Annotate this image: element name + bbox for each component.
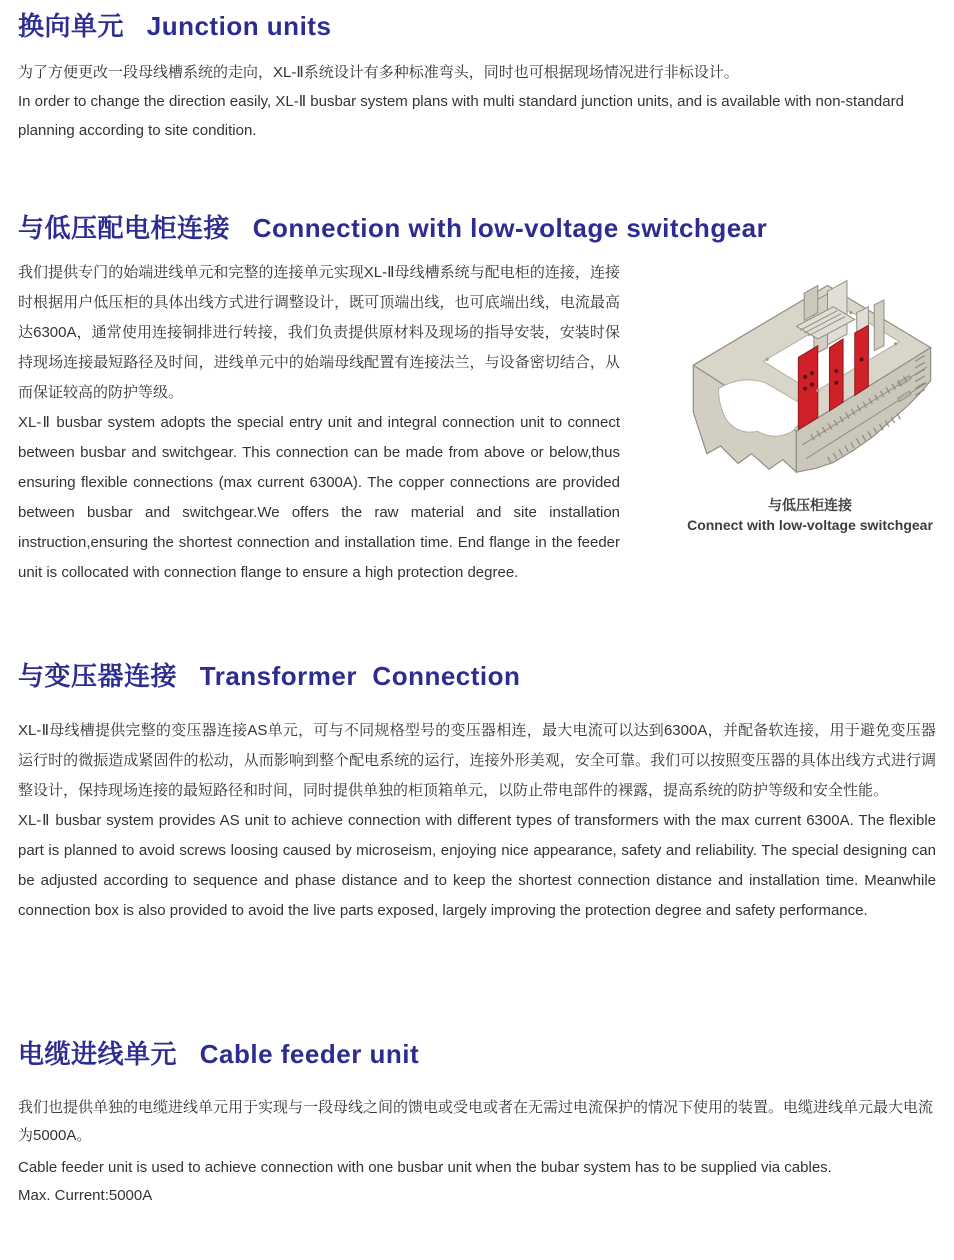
paragraph-chinese: 为了方便更改一段母线槽系统的走向，XL-Ⅱ系统设计有多种标准弯头，同时也可根据现场情况进行非标设计。 [18,64,739,81]
switchgear-figure [664,264,954,535]
paragraph-chinese: 我们也提供单独的电缆进线单元用于实现与一段母线之间的馈电或受电或者在无需过电流保护的情况下使用的装置。电缆进线单元最大电流为5000A。 [18,1099,934,1144]
paragraph-english: Cable feeder unit is used to achieve connection with one busbar unit when the bubar system has to be supplied via cables. [18,1159,832,1176]
paragraph-english: XL-Ⅱ busbar system adopts the special entry unit and integral connection unit to connect between busbar and switchgear. This connection can be made from above or below,thus ensuring flexible connections (max current 6300A). The copper connections are provided between busbar and switchgear.We offers the raw material and site installation instruction,ensuring the shortest connection and installation time. End flange in the feeder unit is collocated with connection flange to ensure a high protection degree. [18,414,620,581]
figure-caption [664,495,954,535]
switchgear-cabinet-illustration [679,264,941,480]
section-title-en: Cable feeder unit [199,1039,420,1069]
section-title-cable [18,1038,936,1070]
section-title-junction [18,10,936,42]
section-title-zh: 与变压器连接 [18,661,178,691]
figure-caption-en: Connect with low-voltage switchgear [687,517,933,533]
section-title-en: Connection with low-voltage switchgear [252,213,768,243]
section-junction-units [18,10,936,145]
section-title-zh: 与低压配电柜连接 [18,213,231,243]
section-title-transformer [18,660,936,692]
paragraph-chinese: 我们提供专门的始端进线单元和完整的连接单元实现XL-Ⅱ母线槽系统与配电柜的连接，连接时根据用户低压柜的具体出线方式进行调整设计，既可顶端出线，也可底端出线，电流最高达6300A，通常使用连接铜排进行转接，我们负责提供原材料及现场的指导安装，安装时保持现场连接最短路径及时间，进线单元中的始端母线配置有连接法兰，与设备密切结合，从而保证较高的防护等级。 [18,264,620,401]
paragraph-english: In order to change the direction easily, XL-Ⅱ busbar system plans with multi standard junction units, and is available with non-standard planning according to site condition. [18,93,904,139]
paragraph-chinese: XL-Ⅱ母线槽提供完整的变压器连接AS单元，可与不同规格型号的变压器相连，最大电流可以达到6300A，并配备软连接，用于避免变压器运行时的微振造成紧固件的松动，从而影响到整个配电系统的运行，连接外形美观，安全可靠。我们可以按照变压器的具体出线方式进行调整设计，保持现场连接的最短路径和时间，同时提供单独的柜顶箱单元，以防止带电部件的裸露，提高系统的防护等级和安全性能。 [18,722,936,799]
section-title-switchgear [18,212,936,244]
paragraph-english: XL-Ⅱ busbar system provides AS unit to achieve connection with different types of transformers with the max current 6300A. The flexible part is planned to avoid screws loosing caused by microseism, enjoying nice appearance, safety and reliability. The special designing can be adjusted according to sequence and phase distance and to keep the shortest connection distance and installation time. Meanwhile connection box is also provided to avoid the live parts exposed, largely improving the protection degree and safety performance. [18,812,936,919]
section-title-zh: 换向单元 [18,11,125,41]
section-cable-feeder-unit [18,1038,936,1210]
figure-caption-zh: 与低压柜连接 [768,497,852,513]
section-title-en: Junction units [146,11,332,41]
section-title-zh: 电缆进线单元 [18,1039,178,1069]
section-transformer-connection [18,660,936,926]
max-current-line: Max. Current:5000A [18,1187,153,1204]
section-switchgear-connection [18,212,936,588]
section-title-en: Transformer Connection [199,661,521,691]
